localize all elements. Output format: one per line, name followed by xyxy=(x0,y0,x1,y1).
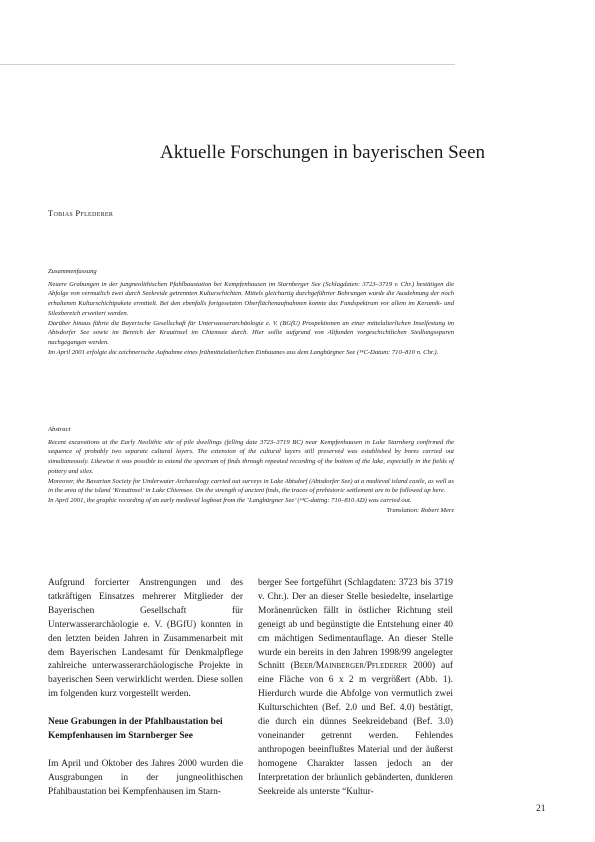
body-paragraph: Aufgrund forcierter Anstrengungen und des tatkräftigen Einsatzes mehrerer Mitglieder der Bayerischen Gesellschaft für Unterwasserarchäologie e. V. (BGfU) konnten in den letzten beiden Jahren in Zusammenarbeit mit dem Bayerischen Landesamt für Denkmalpflege zahlreiche unterwasserarchäologische Projekte in bayerischen Seen verwirklicht werden. Diese sollen im folgenden kurz vorgestellt werden. xyxy=(48,578,243,700)
zusammenfassung-paragraph: Neuere Grabungen in der jungneolithischen Pfahlbaustation bei Kempfenhausen im Starnberger See (Schlagdaten: 3723–3719 v. Chr.) bestätigen die Abfolge von vermutlich zwei durch Seekreide getrennten Kulturschichten. Mittels gleichartig durchgeführter Bohrungen wurde die Ausdehnung der noch erhaltenen Kulturschichtpakete ermittelt. Bei den ebenfalls fortgesetzten Oberflächenaufnahmen konnte das Fundspektrum vor allem im Keramik- und Silexbereich erweitert werden. xyxy=(48,280,454,317)
article-title: Aktuelle Forschungen in bayerischen Seen xyxy=(160,142,486,163)
page-number: 21 xyxy=(536,804,546,814)
abstract-paragraph: Moreover, the Bavarian Society for Underwater Archaeology carried out surveys in Lake Abtsdorf (Abtsdorfer See) at a medieval island castle, as well as in the area of the island ‘Krautinsel’ in Lake Chiemsee. On the strength of ancient finds, the traces of prehistoric settlement are to be followed up here. xyxy=(48,477,454,495)
citation-author: Mainberger/Pflederer xyxy=(315,661,408,672)
abstract-heading: Abstract xyxy=(48,426,71,433)
header-rule xyxy=(0,64,455,65)
body-column-right xyxy=(258,577,453,800)
citation-author: Beer/ xyxy=(293,661,316,672)
zusammenfassung-paragraph: Im April 2001 erfolgte die zeichnerische Aufnahme eines frühmittelalterlichen Einbaumes aus dem Langbürgner See (¹⁴C-Datum: 710–810 n. Chr.). xyxy=(48,348,439,356)
body-text: 2000) auf eine Fläche von 6 x 2 m vergrößert (Abb. 1). Hierdurch wurde die Abfolge von vermutlich zwei Kulturschichten (Bef. 2.0 und Bef. 4.0) bestätigt, die durch ein dünnes Seekreideband (Bef. 3.0) voneinander getrennt werden. Fehlendes anthropogen beeinflußtes Material und der äußerst homogene Charakter lassen jedoch an der Interpretation der bräunlich gebänderten, dunkleren Seekreide als unterste “Kultur- xyxy=(258,661,453,797)
abstract-paragraph: Recent excavations at the Early Neolithic site of pile dwellings (felling date 3723–3719 BC) near Kempfenhausen in Lake Starnberg confirmed the sequence of probably two separate cultural layers. The extension of the cultural layers still preserved was established by bores carried out simultaneously. Likewise it was possible to extend the spectrum of finds through repeated recording of the bottom of the lake, especially in the fields of pottery and silex. xyxy=(48,438,454,475)
author-name: Tobias Pflederer xyxy=(48,208,114,218)
abstract-paragraph: In April 2001, the graphic recording of an early medieval logboat from the ‘Langbürgner See’ (¹⁴C-dating: 710–810 AD) was carried out. xyxy=(48,496,412,504)
abstract-block xyxy=(48,425,454,515)
zusammenfassung-heading: Zusammenfassung xyxy=(48,268,97,275)
translation-credit: Translation: Robert Merz xyxy=(386,506,454,514)
body-paragraph: Im April und Oktober des Jahres 2000 wurden die Ausgrabungen in der jungneolithischen Pfahlbaustation bei Kempfenhausen im Starn- xyxy=(48,758,243,797)
zusammenfassung-block xyxy=(48,267,454,357)
body-text: berger See fortgeführt (Schlagdaten: 3723 bis 3719 v. Chr.). Der an dieser Stelle besiedelte, inselartige Moränenrücken fällt in östlicher Richtung steil geneigt ab und begünstigte die Entstehung einer 40 cm mächtigen Sedimentauflage. An dieser Stelle wurde ein bereits in den Jahren 1998/99 angelegter Schnitt ( xyxy=(258,578,453,672)
zusammenfassung-paragraph: Darüber hinaus führte die Bayerische Gesellschaft für Unterwasserarchäologie e. V. (BGfU) Prospektionen an einer mittelalterlichen Inselfestung im Abtsdorfer See sowie im Bereich der Krautinsel im Chiemsee durch. Hier sollte aufgrund von Altfunden vorgeschichtlichen Siedlungsspuren nachgegangen werden. xyxy=(48,319,454,346)
section-heading: Neue Grabungen in der Pfahlbaustation bei Kempfenhausen im Starnberger See xyxy=(48,717,223,742)
body-paragraph xyxy=(258,577,453,800)
body-column-left xyxy=(48,577,243,800)
